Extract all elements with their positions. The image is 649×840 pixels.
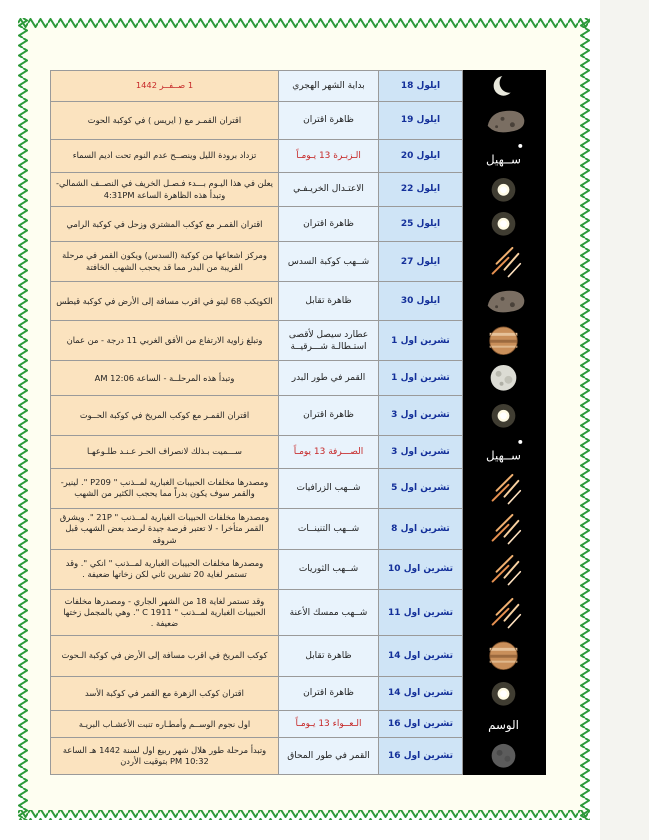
jupiter-icon [463,320,546,361]
bright-star-icon [463,207,546,242]
event-date: تشرين اول 16 [379,737,463,774]
event-name: بداية الشهر الهجري [279,71,379,102]
event-date: ايلول 30 [379,282,463,321]
event-description: ســـميت بـذلك لانصراف الحـر عـنـد طلـوعهـا [51,436,279,469]
new-moon-icon [463,737,546,774]
table-row [51,468,546,509]
event-date: تشرين اول 3 [379,396,463,436]
event-name: ظاهرة اقتران [279,101,379,140]
event-name: شــهب الزرافيات [279,468,379,509]
suhail-star-icon [463,140,546,173]
event-date: تشرين اول 11 [379,590,463,636]
event-date: ايلول 27 [379,241,463,282]
event-date: تشرين اول 1 [379,320,463,361]
svg-text:ســهيل: ســهيل [486,152,521,167]
event-description: يعلن في هذا اليـوم بـــدء فـصـل الخريف في النصــف الشمالي- وتبدأ هذه الظاهرة الساعة 4:31PM [51,172,279,207]
event-description: وتبدأ هذه المرحلــة - الساعة 12:06 AM [51,361,279,396]
event-name: القمر في طور المحاق [279,737,379,774]
bright-star-icon [463,396,546,436]
table-row [51,241,546,282]
event-description: وتبلغ زاوية الارتفاع من الأفق الغربي 11 درجة - من عمان [51,320,279,361]
crescent-moon-icon [463,71,546,102]
event-name: شــهب كوكبة السدس [279,241,379,282]
event-description: ومصدرها مخلفات الحبيبات الغبارية لمــذنب " انكي ". وقد تستمر لغاية 20 تشرين ثاني لكن زخاتها ضعيفة . [51,549,279,590]
event-date: تشرين اول 14 [379,676,463,711]
event-description: كوكب المريخ في اقرب مسافة إلى الأرض في كوكبة الـحوت [51,636,279,677]
table-row [51,590,546,636]
event-description: اول نجوم الوســم وأمطـاره تنبت الأعشـاب البريـة [51,711,279,738]
event-name: القمر في طور البدر [279,361,379,396]
event-description: اقتران كوكب الزهرة مع القمر في كوكبة الأسد [51,676,279,711]
event-date: ايلول 19 [379,101,463,140]
full-moon-icon [463,361,546,396]
event-name: شــهب الثوريات [279,549,379,590]
astronomy-events-table [50,70,546,775]
suhail-star-icon [463,436,546,469]
table-row [51,101,546,140]
event-date: ايلول 20 [379,140,463,173]
event-description: ومركز اشعاعها من كوكبة (السدس) ويكون القمر في مرحلة القريبة من البدر مما قد يحجب الشهب الخافتة [51,241,279,282]
table-row [51,172,546,207]
table-row [51,737,546,774]
event-date: تشرين اول 3 [379,436,463,469]
event-date: ايلول 22 [379,172,463,207]
event-date: تشرين اول 1 [379,361,463,396]
bright-star-icon [463,172,546,207]
table-row [51,636,546,677]
event-name: شــهب التنينــات [279,509,379,550]
event-date: تشرين اول 8 [379,509,463,550]
event-name: عطارد سيصل لأقصى استـطالـة شـــرقيــة [279,320,379,361]
event-name: الاعتـدال الخريـفـي [279,172,379,207]
event-name: الصـــرفة 13 يومـاً [279,436,379,469]
event-date: تشرين اول 16 [379,711,463,738]
event-description: اقتران القمـر مع ( ايريس ) في كوكبة الحوت [51,101,279,140]
table-row [51,509,546,550]
event-description: اقتران القمـر مع كوكب المشتري وزحل في كوكبة الرامي [51,207,279,242]
bright-star-icon [463,676,546,711]
event-description: وقد تستمر لغاية 18 من الشهر الجاري - ومصدرها مخلفات الحبيبات الغبارية لمــذنب " C 1911 ". وهي بالمجمل زختها ضعيفة . [51,590,279,636]
event-name: ظاهرة تقابل [279,282,379,321]
event-description: تزداد برودة الليل وينصــح عدم النوم تحت اديم السماء [51,140,279,173]
event-name: ظاهرة اقتران [279,207,379,242]
event-name: ظاهرة تقابل [279,636,379,677]
table-row [51,361,546,396]
event-date: ايلول 18 [379,71,463,102]
table-row [51,711,546,738]
svg-text:الوسم: الوسم [488,718,519,733]
event-name: الـزبـرة 13 يـومـاً [279,140,379,173]
wasm-text-icon [463,711,546,738]
event-name: ظاهرة اقتران [279,396,379,436]
event-date: تشرين اول 5 [379,468,463,509]
svg-text:ســهيل: ســهيل [486,448,521,463]
event-description: وتبدأ مرحلة طور هلال شهر ربيع اول لسنة 1442 هـ الساعة 10:32 PM بتوقيت الأردن [51,737,279,774]
table-body [51,71,546,775]
meteor-shower-icon [463,590,546,636]
table-row [51,396,546,436]
table-row [51,676,546,711]
event-date: تشرين اول 14 [379,636,463,677]
asteroid-icon [463,282,546,321]
table-row [51,436,546,469]
table-row [51,207,546,242]
event-date: ايلول 25 [379,207,463,242]
table-row [51,71,546,102]
event-name: شــهب ممسك الأعنة [279,590,379,636]
jupiter-icon [463,636,546,677]
event-name: الـعــواء 13 يـومـاً [279,711,379,738]
event-description: ومصدرها مخلفات الحبيبات الغبارية لمــذنب " 21P ". ويشرق القمر متأخرا - لا تعتبر فرصة جيدة لرصد بعض الشهب قبل شروقه [51,509,279,550]
meteor-shower-icon [463,509,546,550]
asteroid-icon [463,101,546,140]
meteor-shower-icon [463,549,546,590]
event-description: الكويكب 68 ليتو في اقرب مسافة إلى الأرض في كوكبة قيطس [51,282,279,321]
event-date: تشرين اول 10 [379,549,463,590]
event-description: 1 صــفــر 1442 [51,71,279,102]
table-row [51,549,546,590]
event-description: ومصدرها مخلفات الحبيبات الغبارية لمــذنب " P209 ". لينير- والقمر سوف يكون بدراً مما يحجب الكثير من الشهب [51,468,279,509]
event-name: ظاهرة اقتران [279,676,379,711]
meteor-shower-icon [463,241,546,282]
table-row [51,282,546,321]
event-description: اقتران القمـر مع كوكب المريخ في كوكبة الحــوت [51,396,279,436]
table-row [51,140,546,173]
meteor-shower-icon [463,468,546,509]
table-row [51,320,546,361]
